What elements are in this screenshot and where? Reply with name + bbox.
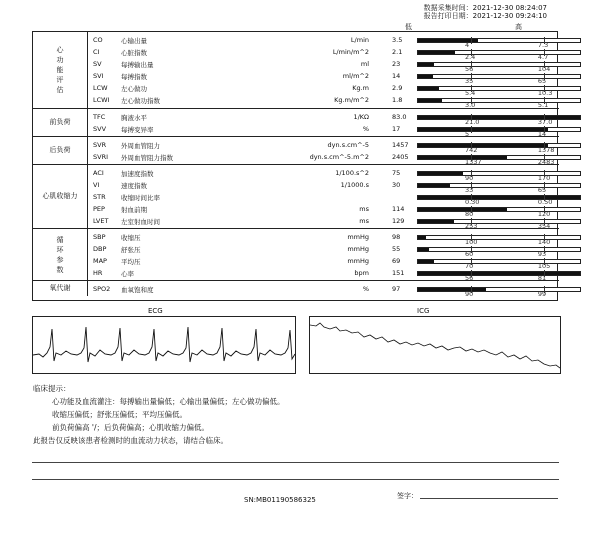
range-bar <box>417 171 581 182</box>
signature-line <box>420 498 558 499</box>
range-bar-fill <box>418 63 434 66</box>
param-value: 75 <box>392 169 401 177</box>
divider-1 <box>32 462 559 463</box>
range-tick-label: 90 <box>464 290 474 298</box>
group-label <box>33 137 88 164</box>
param-abbr: ACI <box>93 169 104 177</box>
range-tick-label: 33 <box>464 186 474 194</box>
range-bar <box>417 219 581 230</box>
range-tick-label: 100 <box>464 238 478 246</box>
note-line-3: 前负荷偏高 '/；后负荷偏高；心肌收缩力偏低。 <box>52 423 209 432</box>
param-unit: L/min/m^2 <box>332 48 369 56</box>
range-tick-label: 14 <box>537 130 547 138</box>
param-abbr: STR <box>93 193 106 201</box>
range-bar <box>417 86 581 97</box>
param-name: 心率 <box>121 270 134 278</box>
group-label <box>33 229 88 280</box>
range-bar <box>417 287 581 298</box>
param-row <box>87 94 559 109</box>
param-abbr: DBP <box>93 245 107 253</box>
range-bar-fill <box>418 236 426 239</box>
param-name: 速度指数 <box>121 182 147 190</box>
param-name: 平均压 <box>121 258 141 266</box>
param-value: 114 <box>392 205 405 213</box>
range-bar <box>417 143 581 154</box>
range-bar-fill <box>418 272 580 275</box>
param-row <box>87 34 559 49</box>
col-high-label: 高 <box>515 23 522 31</box>
group-label-text: 氧代谢 <box>49 284 71 292</box>
acquired-time: 数据采集时间：2021-12-30 08:24:07 <box>423 4 547 12</box>
range-tick-label: 99 <box>537 290 547 298</box>
range-bar <box>417 38 581 49</box>
range-tick-label: 354 <box>537 222 551 230</box>
range-tick-label: 93 <box>537 250 547 258</box>
range-tick-label: 2483 <box>537 158 555 166</box>
param-name: 舒张压 <box>121 246 141 254</box>
param-name: 射血前期 <box>121 206 147 214</box>
range-tick-label: 5.1 <box>537 101 549 109</box>
range-tick-label: 4.7 <box>537 53 549 61</box>
param-unit: bpm <box>354 269 369 277</box>
param-unit: mmHg <box>347 233 369 241</box>
range-tick-label: 65 <box>537 186 547 194</box>
range-bar <box>417 207 581 218</box>
param-unit: mmHg <box>347 245 369 253</box>
param-row <box>87 267 559 282</box>
range-tick-label: 105 <box>537 262 551 270</box>
range-bar-fill <box>418 288 486 291</box>
range-bar <box>417 235 581 246</box>
param-value: 2.9 <box>392 84 403 92</box>
param-name: 加速度指数 <box>121 170 154 178</box>
param-name: 每搏输出量 <box>121 61 154 69</box>
range-tick-label: 21.0 <box>464 118 480 126</box>
param-row <box>87 46 559 61</box>
param-value: 1.8 <box>392 96 403 104</box>
range-tick-label: 0.30 <box>464 198 480 206</box>
param-unit: dyn.s.cm^-5 <box>327 141 369 149</box>
param-row <box>87 203 559 218</box>
param-unit: ml/m^2 <box>342 72 369 80</box>
range-tick-label: 742 <box>464 146 478 154</box>
param-row <box>87 255 559 270</box>
group-label-text: 循环参数 <box>56 235 64 274</box>
param-abbr: CO <box>93 36 103 44</box>
serial-number: SN:MB01190586325 <box>244 496 316 504</box>
note-line-1: 心功能及血流灌注：每搏输出量偏低；心输出量偏低；左心做功偏低。 <box>52 397 285 406</box>
param-row <box>87 82 559 97</box>
param-abbr: LCWI <box>93 96 110 104</box>
range-tick-label: 104 <box>537 65 551 73</box>
range-bar <box>417 74 581 85</box>
param-name: 胸液水平 <box>121 114 147 122</box>
group-3 <box>33 164 559 228</box>
group-label <box>33 165 88 228</box>
group-5 <box>33 280 559 296</box>
param-value: 151 <box>392 269 405 277</box>
param-name: 每搏变异率 <box>121 126 154 134</box>
range-tick-label: 5 <box>464 130 470 138</box>
param-abbr: SPO2 <box>93 285 111 293</box>
param-row <box>87 231 559 246</box>
param-abbr: SVR <box>93 141 107 149</box>
group-label <box>33 109 88 136</box>
param-name: 收缩压 <box>121 234 141 242</box>
range-tick-label: 170 <box>537 174 551 182</box>
note-line-2: 收缩压偏低；舒张压偏低；平均压偏低。 <box>52 410 187 419</box>
divider-2 <box>32 479 559 480</box>
group-label-text: 后负荷 <box>49 146 71 154</box>
param-row <box>87 283 559 298</box>
range-bar-fill <box>418 75 433 78</box>
range-tick-label: 140 <box>537 238 551 246</box>
param-unit: ms <box>359 205 369 213</box>
range-tick-label: 0.50 <box>537 198 553 206</box>
param-value: 55 <box>392 245 401 253</box>
param-value: 69 <box>392 257 401 265</box>
param-unit: 1/100.s^2 <box>335 169 369 177</box>
param-abbr: SV <box>93 60 102 68</box>
param-abbr: SVV <box>93 125 107 133</box>
ecg-trace <box>33 317 295 373</box>
range-bar <box>417 127 581 138</box>
range-tick-label: 1378 <box>537 146 555 154</box>
param-abbr: VI <box>93 181 100 189</box>
col-low-label: 低 <box>405 23 412 31</box>
range-bar-fill <box>418 172 463 175</box>
param-row <box>87 139 559 154</box>
param-name: 左心做功指数 <box>121 97 160 105</box>
param-row <box>87 243 559 258</box>
range-tick-label: 56 <box>464 274 474 282</box>
range-bar-fill <box>418 156 507 159</box>
param-abbr: TFC <box>93 113 106 121</box>
group-2 <box>33 136 559 164</box>
param-value: 3.5 <box>392 36 403 44</box>
icg-label: ICG <box>417 307 430 315</box>
range-bar <box>417 247 581 258</box>
param-unit: L/min <box>350 36 369 44</box>
range-bar <box>417 50 581 61</box>
group-label-text: 心功能评估 <box>56 46 64 94</box>
param-value: 2405 <box>392 153 409 161</box>
range-bar-fill <box>418 208 507 211</box>
range-tick-mark <box>471 37 472 44</box>
param-name: 每搏指数 <box>121 73 147 81</box>
param-abbr: LCW <box>93 84 108 92</box>
param-name: 左心做功 <box>121 85 147 93</box>
range-bar <box>417 195 581 206</box>
notes-title: 临床提示： <box>33 384 71 393</box>
range-tick-label: 35 <box>464 77 474 85</box>
range-bar <box>417 259 581 270</box>
param-abbr: SBP <box>93 233 106 241</box>
group-label-text: 前负荷 <box>49 118 71 126</box>
range-tick-label: 3.0 <box>464 101 476 109</box>
param-row <box>87 167 559 182</box>
param-unit: Kg.m <box>352 84 369 92</box>
parameter-table <box>32 31 558 301</box>
group-label <box>33 32 88 108</box>
range-bar-fill <box>418 116 580 119</box>
range-tick-label: 60 <box>464 250 474 258</box>
range-bar-fill <box>418 144 548 147</box>
param-row <box>87 70 559 85</box>
param-unit: % <box>362 285 369 293</box>
param-abbr: SVRI <box>93 153 109 161</box>
param-abbr: PEP <box>93 205 105 213</box>
icg-waveform <box>309 316 561 374</box>
range-tick-label: 4 <box>464 41 470 49</box>
param-abbr: CI <box>93 48 100 56</box>
range-tick-label: 253 <box>464 222 478 230</box>
range-bar-fill <box>418 220 454 223</box>
range-tick-label: 65 <box>537 77 547 85</box>
range-tick-label: 10.3 <box>537 89 553 97</box>
param-value: 30 <box>392 181 401 189</box>
range-tick-label: 1337 <box>464 158 482 166</box>
param-abbr: HR <box>93 269 103 277</box>
param-unit: 1/KΩ <box>353 113 369 121</box>
range-tick-label: 80 <box>464 210 474 218</box>
param-value: 97 <box>392 285 401 293</box>
range-bar-fill <box>418 128 548 131</box>
param-name: 心脏指数 <box>121 49 147 57</box>
param-row <box>87 58 559 73</box>
note-line-4: 此报告仅反映该患者检测时的血流动力状态，请结合临床。 <box>33 436 228 445</box>
param-value: 1457 <box>392 141 409 149</box>
param-name: 血氧饱和度 <box>121 286 154 294</box>
param-row <box>87 215 559 230</box>
param-row <box>87 123 559 138</box>
param-name: 外周血管阻力 <box>121 142 160 150</box>
group-1 <box>33 108 559 136</box>
range-bar-fill <box>418 87 439 90</box>
range-bar-fill <box>418 196 580 199</box>
range-bar <box>417 115 581 126</box>
range-tick-label: 70 <box>464 262 474 270</box>
param-value: 14 <box>392 72 401 80</box>
range-tick-label: 81 <box>537 274 547 282</box>
group-label <box>33 281 88 296</box>
param-row <box>87 151 559 166</box>
range-tick-label: 2.4 <box>464 53 476 61</box>
range-bar <box>417 62 581 73</box>
range-tick-label: 90 <box>464 174 474 182</box>
param-value: 17 <box>392 125 401 133</box>
param-row <box>87 111 559 126</box>
param-value: 83.0 <box>392 113 407 121</box>
range-tick-label: 120 <box>537 210 551 218</box>
param-unit: mmHg <box>347 257 369 265</box>
param-unit: Kg.m/m^2 <box>334 96 369 104</box>
range-tick-label: 37.0 <box>537 118 553 126</box>
range-bar-fill <box>418 99 442 102</box>
param-abbr: MAP <box>93 257 107 265</box>
param-unit: ml <box>360 60 369 68</box>
param-name: 心输出量 <box>121 37 147 45</box>
group-label-text: 心肌收缩力 <box>42 192 78 200</box>
range-bar <box>417 271 581 282</box>
range-tick-label: 56 <box>464 65 474 73</box>
param-value: 2.1 <box>392 48 403 56</box>
param-value: 23 <box>392 60 401 68</box>
group-4 <box>33 228 559 280</box>
range-bar <box>417 183 581 194</box>
ecg-label: ECG <box>148 307 163 315</box>
signature-label: 签字： <box>397 492 418 500</box>
printed-time: 报告打印日期：2021-12-30 09:24:10 <box>423 12 547 20</box>
param-name: 外周血管阻力指数 <box>121 154 173 162</box>
param-name: 收缩时间比率 <box>121 194 160 202</box>
param-row <box>87 191 559 206</box>
ecg-waveform <box>32 316 296 374</box>
param-value: 98 <box>392 233 401 241</box>
icg-trace <box>310 317 560 373</box>
param-row <box>87 179 559 194</box>
range-bar-fill <box>418 260 434 263</box>
param-unit: % <box>362 125 369 133</box>
param-unit: 1/1000.s <box>340 181 369 189</box>
range-bar-fill <box>418 51 455 54</box>
range-bar-fill <box>418 248 429 251</box>
range-tick-label: 7.3 <box>537 41 549 49</box>
range-bar-fill <box>418 184 450 187</box>
param-abbr: LVET <box>93 217 109 225</box>
param-unit: ms <box>359 217 369 225</box>
range-tick-mark <box>471 126 472 133</box>
range-tick-label: 5.4 <box>464 89 476 97</box>
range-bar <box>417 98 581 109</box>
param-name: 左室射血时间 <box>121 218 160 226</box>
group-0 <box>33 32 559 108</box>
range-bar <box>417 155 581 166</box>
param-value: 129 <box>392 217 405 225</box>
param-unit: dyn.s.cm^-5.m^2 <box>309 153 369 161</box>
param-abbr: SVI <box>93 72 104 80</box>
